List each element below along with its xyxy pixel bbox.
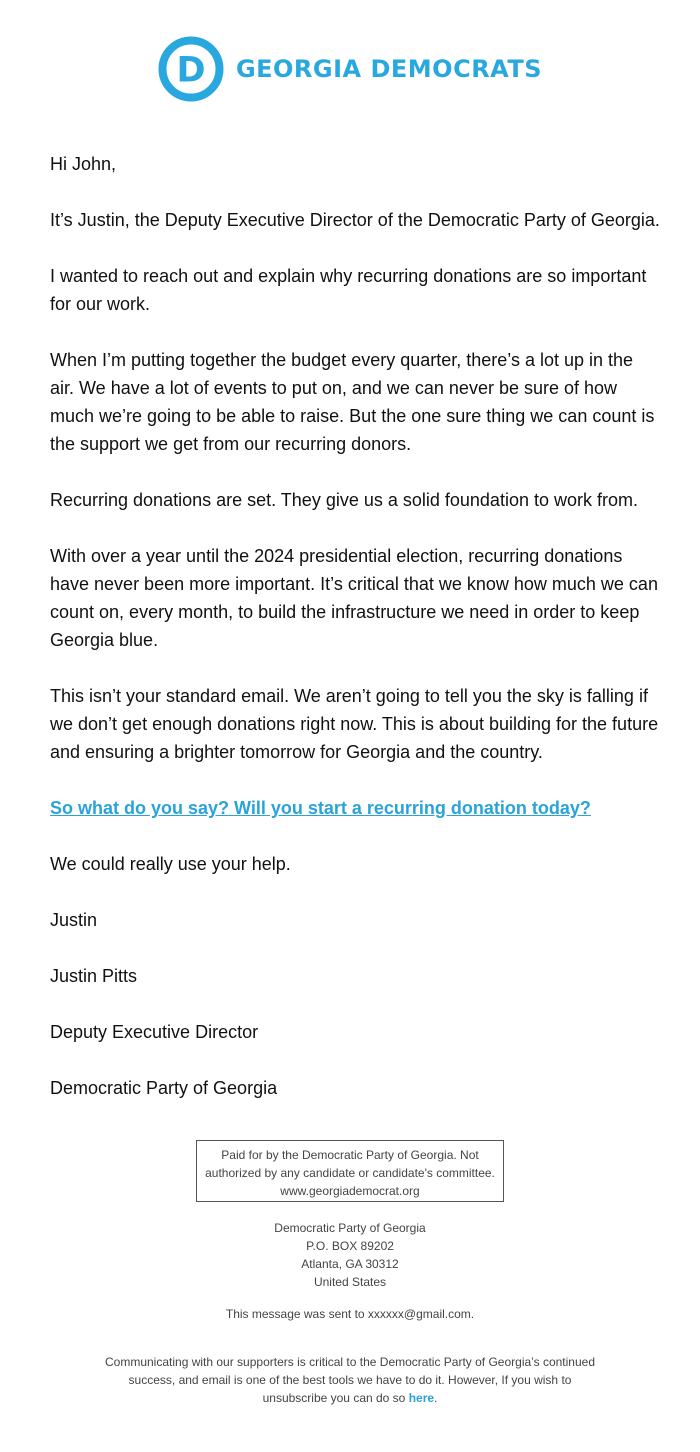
disclaimer-website: www.georgiademocrat.org xyxy=(280,1184,420,1198)
email-header xyxy=(0,36,700,102)
paragraph-election: With over a year until the 2024 presidential election, recurring donations have never been more important. It’s critical that we know how much we can count on, every month, to build the infrastructure we need in order to keep Georgia blue. xyxy=(50,546,658,650)
unsubscribe-link[interactable]: here xyxy=(408,1391,435,1405)
sent-to-suffix: . xyxy=(470,1307,475,1321)
closing-line: We could really use your help. xyxy=(50,854,291,874)
paragraph-budget: When I’m putting together the budget every quarter, there’s a lot up in the air. We have a lot of events to put on, and we can never be sure of how much we’re going to be able to raise. But the one sure thing we can count is the support we get from our recurring donors. xyxy=(50,350,655,454)
greeting: Hi John, xyxy=(50,154,117,174)
address-line: Atlanta, GA 30312 xyxy=(301,1257,399,1271)
address-line: Democratic Party of Georgia xyxy=(274,1221,426,1235)
party-logo-icon xyxy=(158,36,224,102)
signature-org: Democratic Party of Georgia xyxy=(50,1078,278,1098)
unsubscribe-notice xyxy=(90,1353,610,1407)
signature-name: Justin Pitts xyxy=(50,966,138,986)
disclaimer-line: Paid for by the Democratic Party of Georgia. Not xyxy=(221,1148,479,1162)
logo-wordmark: GEORGIA DEMOCRATS xyxy=(235,55,543,83)
address-line: P.O. BOX 89202 xyxy=(306,1239,394,1253)
recurring-donation-link[interactable]: So what do you say? Will you start a recurring donation today? xyxy=(50,798,591,818)
sent-to-notice xyxy=(0,1305,700,1323)
sent-to-prefix: This message was sent to xyxy=(225,1307,368,1321)
cta-paragraph xyxy=(50,794,660,822)
paragraph-purpose: I wanted to reach out and explain why recurring donations are so important for our work. xyxy=(50,266,647,314)
paid-for-disclaimer xyxy=(196,1140,504,1202)
paragraph-standard-email: This isn’t your standard email. We aren’t going to tell you the sky is falling if we don’t get enough donations right now. This is about building for the future and ensuring a brighter tomorrow for Georgia and the country. xyxy=(50,686,659,762)
mailing-address xyxy=(0,1219,700,1291)
address-line: United States xyxy=(313,1275,387,1289)
unsubscribe-line xyxy=(90,1389,610,1407)
unsubscribe-line: Communicating with our supporters is critical to the Democratic Party of Georgia’s continued xyxy=(105,1355,595,1369)
logo-letter: D xyxy=(176,50,206,91)
signature-title: Deputy Executive Director xyxy=(50,1022,259,1042)
paragraph-intro: It’s Justin, the Deputy Executive Director of the Democratic Party of Georgia. xyxy=(50,210,660,230)
paragraph-foundation: Recurring donations are set. They give us a solid foundation to work from. xyxy=(50,490,638,510)
unsubscribe-suffix: . xyxy=(434,1391,438,1405)
sign-off: Justin xyxy=(50,910,98,930)
unsubscribe-line: success, and email is one of the best tools we have to do it. However, If you wish to xyxy=(128,1373,572,1387)
email-body xyxy=(50,150,660,1130)
recipient-email: xxxxxx@gmail.com xyxy=(367,1307,471,1321)
email-footer xyxy=(0,1140,700,1407)
disclaimer-line: authorized by any candidate or candidate's committee. xyxy=(205,1166,495,1180)
unsubscribe-prefix: unsubscribe you can do so xyxy=(262,1391,409,1405)
